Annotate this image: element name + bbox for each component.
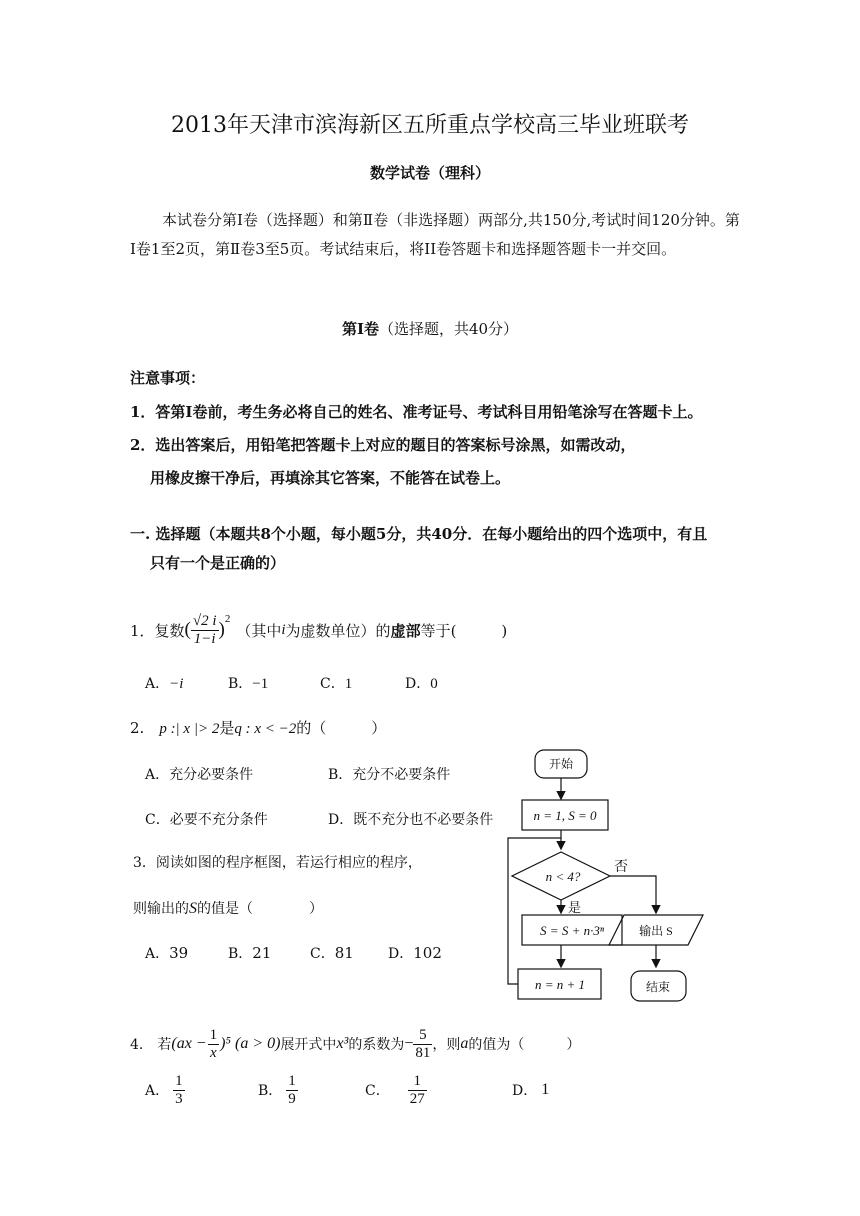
q1-exponent: 2	[224, 613, 231, 625]
q2-option-c: C．必要不充分条件	[145, 812, 268, 828]
q4-option-c: C． $\frac{1}{27}$	[365, 1073, 425, 1107]
q1-denominator: 1−i	[193, 630, 216, 647]
flowchart-output-label: 输出 S	[639, 924, 673, 938]
flowchart-step-label: S = S + n·3ⁿ	[540, 923, 604, 938]
q4-option-a: A． $\frac{1}{3}$	[145, 1073, 183, 1107]
question-2: 2. p :| x |> 2是q : x < −2的（ ）	[130, 719, 387, 737]
q1-option-a: A．−i	[145, 676, 184, 692]
page-title: 2013年天津市滨海新区五所重点学校高三毕业班联考	[171, 113, 689, 138]
q1-option-c: C．1	[320, 676, 353, 692]
question-1: 1．复数 ( $\frac{√2 i}{1-i}$ ) $^2$ （其中 i 为虚数单位）的 虚部 等于( )	[130, 613, 508, 647]
q2-option-b: B．充分不必要条件	[328, 767, 451, 783]
q2-option-d: D．既不充分也不必要条件	[328, 812, 494, 828]
q1-fraction	[191, 613, 219, 647]
question-4: 4. 若 (ax − $\frac{1}{x}$ )⁵ (a > 0) 展开式中 x³ 的系数为 − $\frac{5}{81}$ ，则 a 的值为（ ）	[130, 1027, 581, 1061]
part-title-b: 只有一个是正确的）	[150, 554, 286, 572]
section-heading-rest: （选择题，共40分）	[378, 320, 519, 338]
q4-option-b: B． $\frac{1}{9}$	[258, 1073, 296, 1107]
section-heading-bold: 第Ⅰ卷	[341, 320, 379, 338]
flowchart-condition-label: n < 4?	[545, 869, 581, 884]
q1-var: i	[281, 621, 286, 638]
q1-numerator: √2 i	[192, 613, 217, 629]
q1-tail: 等于( )	[420, 621, 508, 640]
q3-option-d: D．102	[388, 944, 442, 962]
flowchart-start-label: 开始	[548, 757, 574, 771]
q2-option-a: A．充分必要条件	[145, 767, 254, 783]
notes-title: 注意事项：	[130, 369, 206, 387]
note-2a: 2．选出答案后，用铅笔把答题卡上对应的题目的答案标号涂黑，如需改动，	[130, 436, 636, 454]
note-2b: 用橡皮擦干净后，再填涂其它答案，不能答在试卷上。	[150, 469, 511, 487]
q1-option-d: D．0	[405, 676, 438, 692]
flowchart-init-label: n = 1, S = 0	[533, 808, 597, 823]
q1-option-b: B．−1	[228, 676, 269, 692]
flowchart-increment-label: n = n + 1	[534, 977, 586, 992]
note-1: 1．答第Ⅰ卷前，考生务必将自己的姓名、准考证号、考试科目用铅笔涂写在答题卡上。	[130, 403, 703, 421]
q4-option-d: D． 1	[512, 1081, 550, 1099]
q1-mid2: 为虚数单位）的	[285, 621, 391, 640]
flowchart-yes-label: 是	[568, 900, 582, 915]
q3-option-a: A．39	[145, 944, 189, 962]
q3-option-c: C．81	[310, 944, 354, 962]
q3-line-2: 则输出的S的值是（ ）	[133, 900, 323, 917]
q1-mid: （其中	[236, 621, 282, 640]
intro-paragraph: 本试卷分第Ⅰ卷（选择题）和第Ⅱ卷（非选择题）两部分,共150分,考试时间120分钟。第Ⅰ卷1至2页，第Ⅱ卷3至5页。考试结束后，将II卷答题卡和选择题答题卡一并交回。	[130, 211, 740, 258]
q3-line-1: 3．阅读如图的程序框图，若运行相应的程序，	[133, 855, 422, 871]
q3-option-b: B．21	[228, 944, 272, 962]
q1-bold: 虚部	[390, 621, 421, 640]
page-subtitle: 数学试卷（理科）	[369, 164, 490, 182]
part-title-a: 一. 选择题（本题共8个小题，每小题5分，共40分．在每小题给出的四个选项中，有且	[130, 525, 708, 543]
flowchart	[500, 740, 720, 1020]
flowchart-end-label: 结束	[645, 980, 671, 994]
section-heading	[0, 318, 860, 339]
flowchart-no-label: 否	[614, 860, 628, 875]
q1-prefix: 1．复数	[130, 621, 185, 640]
